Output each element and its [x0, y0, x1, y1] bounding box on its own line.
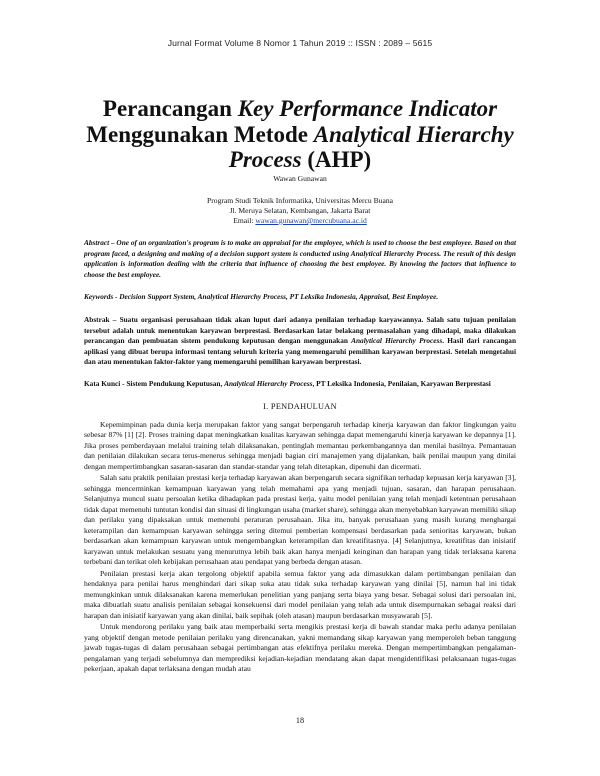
abstract-id-part1: Abstrak – Suatu organisasi perusahaan tidak akan luput dari adanya penilaian terhadap karyawannya. Salah satu tujuan penilaian tersebut adalah untuk menentukan karyawan berprestasi. Berdasarkan latar belakang permasalahan yang dihadapi, maka dilakukan perancangan dan pembuatan sistem pendukung keputusan dengan menggunakan: [84, 315, 516, 346]
affiliation-address: Jl. Meruya Selatan, Kembangan, Jakarta Barat: [229, 205, 371, 215]
keywords-id-part2: , PT Leksika Indonesia, Penilaian, Karyawan Berprestasi: [312, 379, 491, 389]
journal-header: Jurnal Format Volume 8 Nomor 1 Tahun 2019 :: ISSN : 2089 – 5615: [167, 38, 433, 48]
affiliation: [84, 196, 516, 227]
keywords-id-italic: Analytical Hierarchy Process: [224, 379, 313, 389]
author-name: Wawan Gunawan: [273, 173, 327, 183]
abstract-indonesian: [84, 315, 516, 368]
section-heading: I. PENDAHULUAN: [263, 401, 337, 411]
body-paragraph: Penilaian prestasi kerja akan tergolong objektif apabila semua faktor yang ada dimasukkan dalam pertimbangan penilaian dan hendaknya para penilai harus menghindari dari sikap suka atau tidak suka terhadap karyawan yang dinilai [5], namun hal ini tidak memungkinkan untuk dilaksanakan karena memerlukan penelitian yang panjang serta biaya yang besar. Sebagai solusi dari persoalan ini, maka dibuatlah suatu analisis penilaian sebagai konsekuensi dari model penilaian yang telah ada untuk disempurnakan sebagai reaksi dari harapan dan inisiatif karyawan yang akan dinilai, baik sepihak (oleh atasan) maupun berdasarkan musyawarah [5].: [84, 568, 516, 620]
affiliation-dept: Program Studi Teknik Informatika, Universitas Mercu Buana: [207, 195, 393, 205]
title-line1-plain: Perancangan: [102, 96, 238, 121]
paper-title: [84, 96, 516, 173]
affiliation-email: [84, 216, 516, 226]
email-label: Email:: [233, 215, 256, 225]
title-line2-plain: Menggunakan Metode: [86, 121, 314, 147]
keywords-indonesian: [84, 379, 516, 390]
page-number: 18: [295, 716, 305, 725]
email-link[interactable]: wawan.gunawan@mercubuana.ac.id: [255, 215, 367, 225]
abstract-id-part2: . Hasil dari rancangan aplikasi yang dibuat berupa informasi tentang seluruh kriteria yang memengaruhi pemilihan karyawan berprestasi. Setelah mengetahui dan atau menentukan faktor-faktor yang memengaruhi pemilihan karyawan berprestasi.: [84, 336, 516, 367]
title-line3-plain: (AHP): [301, 147, 372, 172]
title-line3-italic: Process: [228, 147, 302, 172]
body-text: [84, 420, 516, 675]
body-paragraph: Salah satu praktik penilaian prestasi kerja terhadap karyawan akan berpengaruh secara signifikan terhadap kepuasan kerja karyawan [3], sehingga mencerminkan kemampuan karyawan yang telah memahami apa yang menjadi tujuan, sasaran, dan harapan perusahaan. Selanjutnya muncul suatu persoalan ketika dihadapkan pada prestasi kerja, yaitu model penilaian yang telah menjadi ketentuan perusahaan tidak dapat memenuhi tuntutan kondisi dan situasi di lingkungan usaha (market share), sehingga akan menyebabkan karyawan memiliki sikap dan perilaku yang dipaksakan untuk memenuhi peraturan perusahaan. Jika itu, banyak perusahaan yang masih kurang menghargai keterampilan dan kemampuan karyawan sehingga sering ditemui pemberian kompensasi berdasarkan pada senioritas karyawan, bukan berdasarkan akan kemampuan karyawan untuk mengembangkan keterampilan dan kreatifitasnya. [4] Selanjutnya, kreatifitas dan inisiatif karyawan untuk melakukan sesuatu yang menurutnya lebih baik akan hanya menjadi keinginan dan harapan yang tidak terlaksana karena terbebani dan terikat oleh kebijakan perusahaan atau pendapat yang berbeda dengan atasan.: [84, 473, 516, 567]
title-line1-italic: Key Performance Indicator: [237, 96, 498, 121]
keywords-english: Keywords - Decision Support System, Analytical Hierarchy Process, PT Leksika Indonesia, Appraisal, Best Employee.: [84, 292, 439, 302]
body-paragraph: Untuk mendorong perilaku yang baik atau memperbaiki serta mengikis prestasi kerja di bawah standar maka perlu adanya penilaian yang objektif dengan metode penilaian perilaku yang direncanakan, yakni memandang sikap karyawan yang memperoleh beban tanggung jawab tugas-tugas di dalam perusahaan sebagai pertimbangan atas efektifnya perilaku mereka. Dengan mempertimbangkan pengalaman-pengalaman yang terjadi sebelumnya dan memprediksi kejadian-kejadian mendatang akan dapat mengidentifikasi pelaksanaan tugas-tugas pekerjaan, apakah dapat terlaksana dengan mudah atau: [84, 622, 516, 674]
keywords-id-part1: Kata Kunci - Sistem Pendukung Keputusan,: [84, 379, 225, 389]
title-line2-italic: Analytical Hierarchy: [313, 121, 514, 147]
abstract-english: Abstract – One of an organization's program is to make an appraisal for the employee, which is used to choose the best employee. Based on that program faced, a designing and making of a decision support system is conducted using Analytical Hierarchy Process. The result of this design application is information dealing with the criteria that influence of choosing the best employee. By knowing the factors that influence to choose the best employee.: [84, 238, 516, 279]
abstract-id-italic: Analytical Hierarchy Process: [351, 336, 443, 346]
body-paragraph: Kepemimpinan pada dunia kerja merupakan faktor yang sangat berpengaruh terhadap kinerja karyawan dan faktor lingkungan yaitu sebesar 87% [1] [2]. Proses training dapat meningkatkan kualitas karyawan sehingga dapat memengaruhi kinerja karyawan ke depannya [1]. Jika proses pemberdayaan melalui training telah dilaksanakan, pentinglah memantau perkembangannya dan menilai hasilnya. Pemantauan dan penilaian dilakukan secara terus-menerus sehingga menjadi bagian ciri manajemen yang dijalankan, baik penilai maupun yang dinilai dengan mempertimbangkan sasaran-sasaran dan standar-standar yang telah ditetapkan, dipenuhi dan dicermati.: [84, 419, 516, 471]
